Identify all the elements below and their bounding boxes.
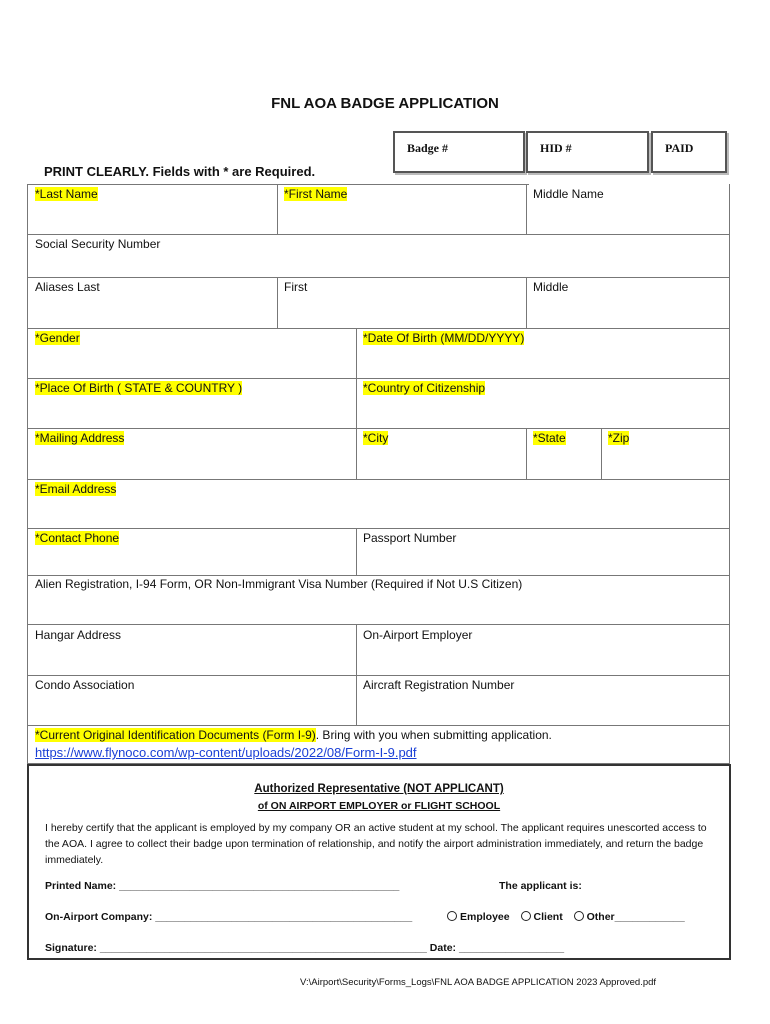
file-path-footer: V:\Airport\Security\Forms_Logs\FNL AOA BADGE APPLICATION 2023 Approved.pdf bbox=[300, 977, 657, 988]
date-field[interactable]: Date: __________________ bbox=[429, 942, 565, 954]
printed-name-field[interactable]: Printed Name: ________________________________________________ bbox=[45, 880, 400, 892]
contact-phone-label: *Contact Phone bbox=[35, 531, 120, 545]
application-form-grid bbox=[27, 184, 730, 764]
other-option: Other bbox=[586, 911, 615, 923]
place-of-birth-label: *Place Of Birth ( STATE & COUNTRY ) bbox=[35, 381, 243, 395]
applicant-type-options bbox=[439, 911, 685, 923]
passport-label: Passport Number bbox=[363, 531, 457, 545]
condo-association-label: Condo Association bbox=[35, 678, 135, 692]
auth-heading-1: Authorized Representative (NOT APPLICANT) bbox=[254, 783, 504, 795]
paid-label: PAID bbox=[665, 141, 694, 155]
dob-label: *Date Of Birth (MM/DD/YYYY) bbox=[363, 331, 525, 345]
form-i9-link[interactable]: https://www.flynoco.com/wp-content/uploads/2022/08/Form-I-9.pdf bbox=[35, 745, 417, 760]
aliases-last-label: Aliases Last bbox=[35, 280, 100, 294]
alien-registration-label: Alien Registration, I-94 Form, OR Non-Immigrant Visa Number (Required if Not U.S Citizen) bbox=[35, 577, 523, 591]
ssn-label: Social Security Number bbox=[35, 237, 161, 251]
citizenship-label: *Country of Citizenship bbox=[363, 381, 486, 395]
instructions: PRINT CLEARLY. Fields with * are Required. bbox=[44, 164, 316, 179]
client-option: Client bbox=[533, 911, 563, 923]
on-airport-employer-label: On-Airport Employer bbox=[363, 628, 473, 642]
aliases-first-label: First bbox=[284, 280, 308, 294]
state-label: *State bbox=[533, 431, 566, 445]
on-airport-company-field[interactable]: On-Airport Company: ____________________________________________ bbox=[45, 911, 413, 923]
signature-field[interactable]: Signature: ________________________________________________________ Date: __________________ bbox=[45, 942, 565, 954]
hangar-address-label: Hangar Address bbox=[35, 628, 122, 642]
id-documents-rest: . Bring with you when submitting application. bbox=[315, 728, 552, 742]
first-name-label: *First Name bbox=[284, 187, 348, 201]
employee-option: Employee bbox=[460, 911, 510, 923]
aliases-middle-label: Middle bbox=[533, 280, 569, 294]
auth-heading-2: of ON AIRPORT EMPLOYER or FLIGHT SCHOOL bbox=[257, 800, 501, 812]
authorized-representative-section bbox=[27, 764, 731, 960]
badge-number-box[interactable] bbox=[393, 131, 525, 173]
id-documents-label: *Current Original Identification Documents (Form I-9) bbox=[35, 728, 316, 742]
employee-radio[interactable] bbox=[447, 911, 457, 921]
other-line[interactable]: ____________ bbox=[614, 911, 685, 923]
paid-box[interactable] bbox=[651, 131, 727, 173]
city-label: *City bbox=[363, 431, 389, 445]
id-documents-note bbox=[35, 728, 552, 742]
last-name-label: *Last Name bbox=[35, 187, 98, 201]
gender-label: *Gender bbox=[35, 331, 80, 345]
badge-number-label: Badge # bbox=[407, 141, 449, 155]
client-radio[interactable] bbox=[521, 911, 531, 921]
certification-text: I hereby certify that the applicant is employed by my company OR an active student at my school. The applicant requires unescorted access to the AOA. I agree to collect their badge upon termination of relationship, and notify the airport administration immediately, and return the badge immediately. bbox=[45, 822, 707, 866]
hid-number-box[interactable] bbox=[526, 131, 649, 173]
middle-name-label: Middle Name bbox=[533, 187, 604, 201]
hid-number-label: HID # bbox=[540, 141, 572, 155]
email-label: *Email Address bbox=[35, 482, 117, 496]
zip-label: *Zip bbox=[608, 431, 630, 445]
other-radio[interactable] bbox=[574, 911, 584, 921]
applicant-is-label: The applicant is: bbox=[499, 880, 582, 892]
mailing-address-label: *Mailing Address bbox=[35, 431, 125, 445]
aircraft-registration-label: Aircraft Registration Number bbox=[363, 678, 515, 692]
page-title: FNL AOA BADGE APPLICATION bbox=[271, 95, 499, 112]
